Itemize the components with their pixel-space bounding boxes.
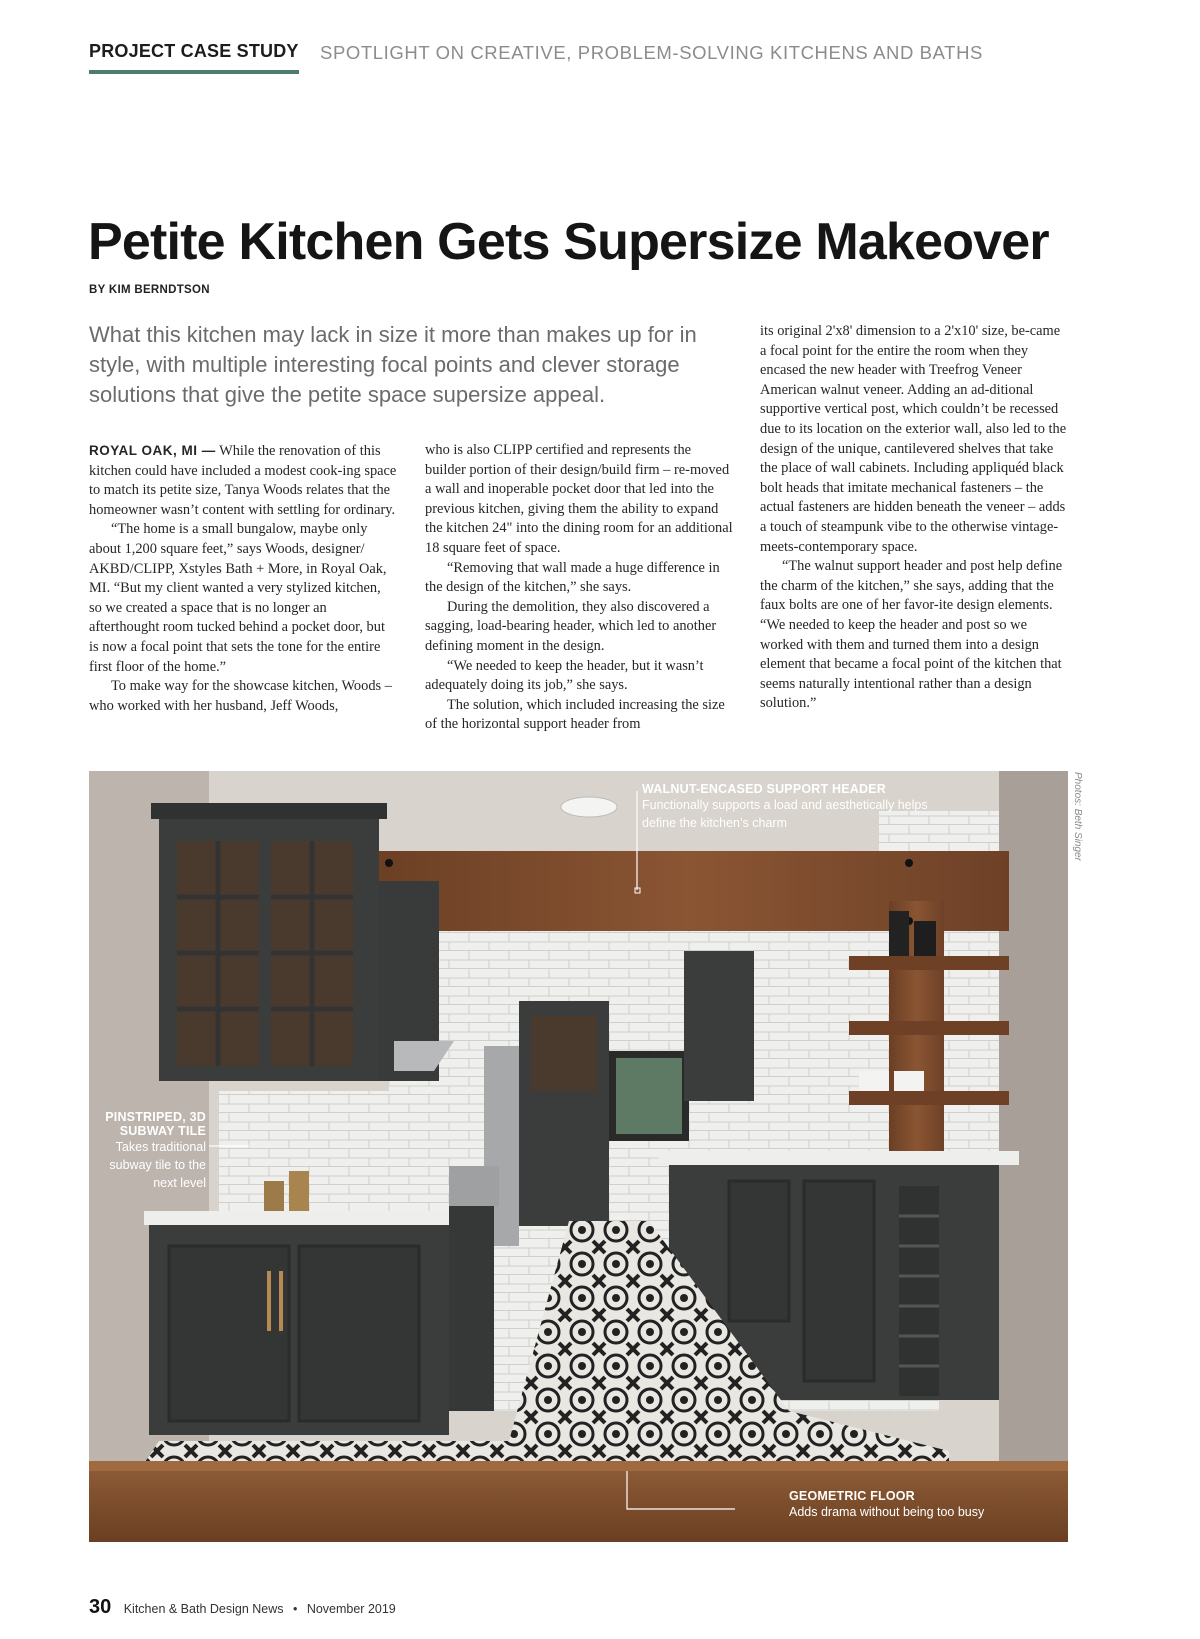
paragraph: The solution, which included increasing the size of the horizontal support header from <box>425 696 725 733</box>
magazine-name: Kitchen & Bath Design News <box>123 1602 284 1616</box>
body-column-1 <box>89 441 397 716</box>
paragraph: “We needed to keep the header, but it wasn’t adequately doing its job,” she says. <box>425 657 704 694</box>
byline: BY KIM BERNDTSON <box>89 284 210 296</box>
photo-credit: Photos: Beth Singer <box>1072 772 1083 861</box>
callout-title: WALNUT-ENCASED SUPPORT HEADER <box>642 782 887 796</box>
section-label: PROJECT CASE STUDY <box>89 41 299 74</box>
paragraph: “The home is a small bungalow, maybe only about 1,200 square feet,” says Woods, designer/ AKBD/CLIPP, Xstyles Bath + More, in Royal Oak, MI. “But my client wanted a very stylized kitchen, so we created a space that is no longer an afterthought room tucked behind a pocket door, but is now a focal point that sets the tone for the entire first floor of the home.” <box>89 521 387 675</box>
paragraph: “Removing that wall made a huge difference in the design of the kitchen,” she says. <box>425 559 720 596</box>
body-column-2 <box>425 441 733 735</box>
callout-title: PINSTRIPED, 3D <box>105 1110 206 1124</box>
callout-desc: Functionally supports a load and aesthetically helps define the kitchen’s charm <box>642 798 928 830</box>
callout-subway-tile <box>94 1110 206 1192</box>
callout-title: SUBWAY TILE <box>119 1124 206 1138</box>
dateline: ROYAL OAK, MI — <box>89 443 216 458</box>
paragraph: ROYAL OAK, MI — While the renovation of this kitchen could have included a modest cook-ing space to match its petite size, Tanya Woods relates that the homeowner wasn’t content with settling for ordinary. <box>89 443 397 518</box>
callout-title: GEOMETRIC FLOOR <box>789 1489 915 1503</box>
callout-leader-lines <box>89 771 1068 1542</box>
paragraph: To make way for the showcase kitchen, Woods – who worked with her husband, Jeff Woods, <box>89 678 392 714</box>
issue-date: November 2019 <box>306 1602 396 1616</box>
page-footer <box>89 1596 396 1619</box>
section-subtitle: SPOTLIGHT ON CREATIVE, PROBLEM-SOLVING KITCHENS AND BATHS <box>320 42 983 63</box>
body-column-3 <box>760 322 1070 714</box>
callout-desc: next level <box>153 1176 206 1190</box>
callout-desc: Takes traditional <box>115 1140 206 1154</box>
paragraph: “The walnut support header and post help define the charm of the kitchen,” she says, adding that the faux bolts are one of her favor-ite design elements. “We needed to keep the header and post so we worked with them and turned them into a design element that became a focal point of the kitchen that seems naturally intentional rather than a design solution.” <box>760 558 1063 712</box>
article-deck: What this kitchen may lack in size it more than makes up for in style, with multiple interesting focal points and clever storage solutions that give the petite space supersize appeal. <box>89 322 697 407</box>
footer-separator: • <box>292 1602 298 1616</box>
paragraph: its original 2'x8' dimension to a 2'x10' size, be-came a focal point for the entire the room when they encased the new header with Treefrog Veneer American walnut veneer. Adding an ad-ditional supportive vertical post, which couldn’t be recessed due to its location on the exterior wall, also led to the design of the unique, cantilevered shelves that take the place of wall cabinets. Including appliquéd black bolt heads that imitate mechanical fasteners – the actual fasteners are hidden beneath the veneer – adds a touch of steampunk vibe to the otherwise vintage-meets-contemporary space. <box>760 323 1067 555</box>
callout-geometric-floor <box>789 1489 1049 1521</box>
callout-desc: subway tile to the <box>109 1158 206 1172</box>
kitchen-photo <box>89 771 1068 1542</box>
paragraph: During the demolition, they also discovered a sagging, load-bearing header, which led to another defining moment in the design. <box>425 598 717 654</box>
callout-desc: Adds drama without being too busy <box>789 1505 985 1519</box>
page-number: 30 <box>89 1596 112 1618</box>
paragraph: who is also CLIPP certified and represents the builder portion of their design/build firm – re-moved a wall and inoperable pocket door that led into the previous kitchen, giving them the ability to expand the kitchen 24" into the dining room for an additional 18 square feet of space. <box>425 442 733 556</box>
article-headline: Petite Kitchen Gets Supersize Makeover <box>88 213 1049 271</box>
